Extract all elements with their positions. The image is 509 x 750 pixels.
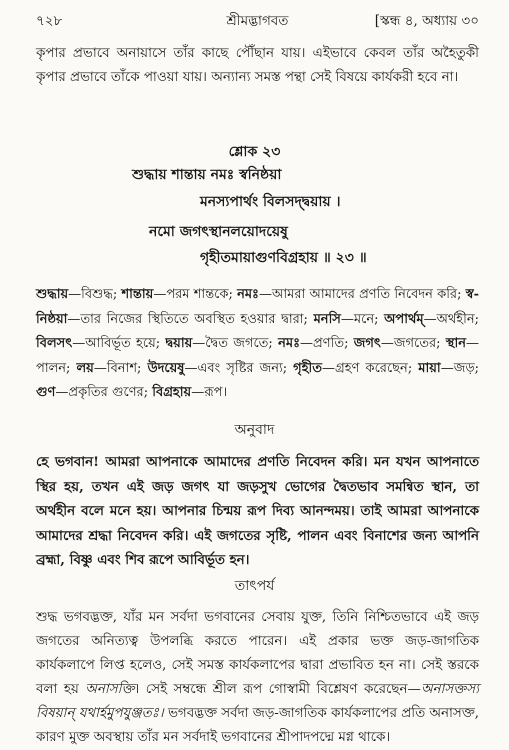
verse-line-3: নমো জগৎস্থানলয়োদয়েষু <box>149 224 288 240</box>
synonym-dash: — <box>191 385 205 400</box>
synonym-meaning: অর্থহীন; <box>436 311 479 327</box>
synonym-word: লয় <box>76 360 94 376</box>
synonym-word: গৃহীত <box>293 360 322 376</box>
purport-quote: অনাসক্তস্য বিষয়ান্ যথার্হমুপযুঞ্জতঃ। <box>36 682 479 721</box>
shloka-heading: শ্লোক ২৩ <box>228 144 281 160</box>
purport-part-2: । সেই সম্বন্ধে শ্রীল রূপ গোস্বামী বিশ্লেষণ করেছেন— <box>134 682 421 697</box>
synonym-meaning: আমরা আমাদের প্রণতি নিবেদন করি; <box>272 287 466 302</box>
synonym-dash: — <box>259 287 272 302</box>
synonym-meaning: রূপ। <box>204 385 228 400</box>
synonym-meaning: তার নিজের স্থিতিতে অবস্থিত হওয়ার দ্বারা; <box>80 311 314 327</box>
synonym-meaning: দ্বৈত জগতে; <box>205 336 279 351</box>
synonym-word: অপার্থম্ <box>384 311 424 327</box>
synonym-dash: — <box>423 311 437 327</box>
synonym-word: জগৎ <box>353 336 381 351</box>
synonym-meaning: মনে; <box>353 311 385 327</box>
synonym-word: স্থান <box>445 336 466 351</box>
purport-part-1: শুদ্ধ ভগবদ্ভক্ত, যাঁর মন সর্বদা ভগবানের সেবায় যুক্ত, তিনি নিশ্চিতভাবে এই জড় জগতের অনিত্যত্ব উপলব্ধি করতে পারেন। এই প্রকার ভক্ত জড়-জাগতিক কার্যকলাপে লিপ্ত হলেও, সেই সমস্ত কার্যকলাপের দ্বারা প্রভাবিত হন না। সেই স্তরকে বলা হয় <box>36 610 479 697</box>
synonym-word: শান্তায় <box>121 287 154 302</box>
synonym-dash: — <box>192 336 206 351</box>
synonym-word: স্ব-নিষ্ঠয়া <box>36 287 479 327</box>
synonym-meaning: বিনাশ; <box>106 360 148 376</box>
synonym-dash: — <box>72 336 86 351</box>
synonym-meaning: জগতের; <box>393 336 446 351</box>
synonym-word: গুণ <box>36 385 56 400</box>
synonym-dash: — <box>55 385 69 400</box>
verse-line-2: মনস্যপার্থং বিলসদ্দ্বয়ায় । <box>200 194 341 210</box>
synonym-meaning: প্রণতি; <box>313 336 354 351</box>
synonym-meaning: গ্রহণ করেছেন; <box>335 360 419 376</box>
page-header <box>36 10 479 32</box>
synonym-word: দ্বয়ায় <box>165 336 193 351</box>
synonym-meaning: এবং সৃষ্টির জন্য; <box>197 360 294 376</box>
synonym-dash: — <box>153 287 167 302</box>
synonym-meaning: জড়; <box>453 360 479 376</box>
section-reference: [স্কন্ধ ৪, অধ্যায় ৩০ <box>374 13 479 29</box>
purport-part-3: ভগবদ্ভক্ত সর্বদা জড়-জাগতিক কার্যকলাপের প্রতি অনাসক্ত, কারণ মুক্ত অবস্থায় তাঁর মন সর্বদাই ভগবানের শ্রীপাদপদ্মে মগ্ন থাকে। <box>36 706 480 745</box>
synonym-meaning: প্রকৃতির গুণের; <box>68 385 153 400</box>
purport-italic-term: অনাসক্তি <box>85 682 135 697</box>
synonym-dash: — <box>440 360 454 376</box>
translation-heading: অনুবাদ <box>234 422 275 438</box>
synonym-dash: — <box>380 336 394 351</box>
purport-heading: তাৎপর্য <box>234 578 275 594</box>
intro-paragraph: কৃপার প্রভাবে অনায়াসে তাঁর কাছে পৌঁছান যায়। এইভাবে কেবল তাঁর অহৈতুকী কৃপার প্রভাবে তাঁকে পাওয়া যায়। অন্যান্য সমস্ত পন্থা সেই বিষয়ে কার্যকরী হবে না। <box>36 46 479 85</box>
book-title: শ্রীমদ্ভাগবত <box>226 13 289 29</box>
synonym-word: শুদ্ধায় <box>36 287 69 302</box>
synonym-dash: — <box>93 360 107 376</box>
translation-text: হে ভগবান! আমরা আপনাকে আমাদের প্রণতি নিবেদন করি। মন যখন আপনাতে স্থির হয়, তখন এই জড় জগৎ যা জড়সুখ ভোগের দ্বৈতভাব সমন্বিত স্থান, তা অর্থহীন বলে মনে হয়। আপনার চিন্ময় রূপ দিব্য আনন্দময়। তাই আমরা আপনাকে আমাদের শ্রদ্ধা নিবেদন করি। এই জগতের সৃষ্টি, পালন এবং বিনাশের জন্য আপনি ব্রহ্মা, বিষ্ণু এবং শিব রূপে আবির্ভূত হন। <box>36 454 479 568</box>
synonym-word: উদয়েষু <box>147 360 185 376</box>
purport-text <box>36 606 479 750</box>
synonym-dash: — <box>300 336 314 351</box>
synonym-meaning: আবির্ভূত হয়ে; <box>85 336 166 351</box>
synonym-meaning: বিশুদ্ধ; <box>81 287 122 302</box>
synonym-dash: — <box>340 311 354 327</box>
synonym-word: নমঃ <box>237 287 259 302</box>
synonym-dash: — <box>322 360 335 376</box>
synonym-dash: — <box>68 287 82 302</box>
verse-line-1: শুদ্ধায় শান্তায় নমঃ স্বনিষ্ঠয়া <box>132 167 282 183</box>
page-number: ৭২৮ <box>36 13 63 29</box>
synonym-word: বিগ্রহায় <box>152 385 192 400</box>
synonym-dash: — <box>466 336 479 351</box>
word-meanings <box>36 283 479 406</box>
verse-line-4: গৃহীতমায়াগুণবিগ্রহায় ॥ ২৩ ॥ <box>200 250 367 266</box>
synonym-dash: — <box>67 311 81 327</box>
synonym-word: বিলসৎ <box>36 336 73 351</box>
synonym-dash: — <box>184 360 198 376</box>
synonym-meaning: পালন; <box>36 360 77 376</box>
synonym-word: নমঃ <box>278 336 301 351</box>
synonym-word: মায়া <box>418 360 441 376</box>
synonym-word: মনসি <box>313 311 341 327</box>
synonym-meaning: পরম শান্তকে; <box>166 287 238 302</box>
